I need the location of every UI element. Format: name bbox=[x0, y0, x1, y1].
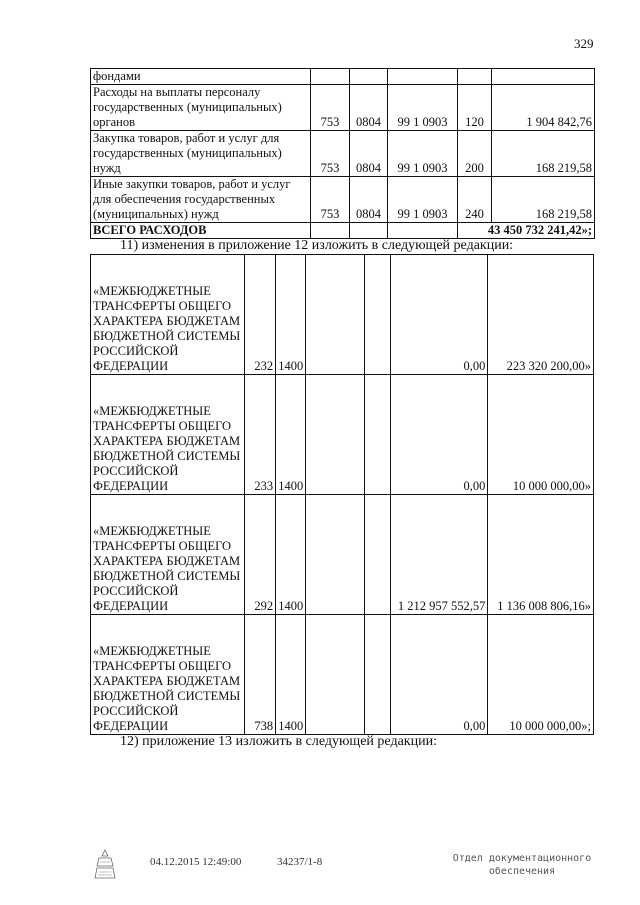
table-row bbox=[91, 375, 594, 495]
ved-code-cell: 753 bbox=[311, 131, 350, 177]
ved-code-cell: 753 bbox=[311, 177, 350, 223]
empty-cell bbox=[306, 375, 364, 495]
expense-type-cell: 200 bbox=[458, 131, 492, 177]
ved-code-cell: 232 bbox=[244, 255, 275, 375]
table-row bbox=[91, 177, 595, 223]
change-amount-cell: 1 212 957 552,57 bbox=[390, 495, 488, 615]
amount-cell: 10 000 000,00»; bbox=[488, 615, 594, 735]
transfer-name-cell: «МЕЖБЮДЖЕТНЫЕ ТРАНСФЕРТЫ ОБЩЕГО ХАРАКТЕРА БЮДЖЕТАМ БЮДЖЕТНОЙ СИСТЕМЫ РОССИЙСКОЙ ФЕДЕРАЦИИ bbox=[91, 495, 245, 615]
expense-type-cell: 240 bbox=[458, 177, 492, 223]
empty-cell bbox=[364, 255, 390, 375]
transfers-table bbox=[90, 254, 594, 735]
expense-name-cell: Расходы на выплаты персоналу государственных (муниципальных) органов bbox=[91, 85, 311, 131]
transfers-table-body bbox=[91, 255, 594, 735]
table-row bbox=[91, 85, 595, 131]
ved-code-cell: 233 bbox=[244, 375, 275, 495]
emblem-icon bbox=[94, 848, 116, 882]
total-amount: 43 450 732 241,42»; bbox=[458, 223, 595, 239]
amount-cell: 168 219,58 bbox=[492, 131, 595, 177]
transfer-name-cell: «МЕЖБЮДЖЕТНЫЕ ТРАНСФЕРТЫ ОБЩЕГО ХАРАКТЕРА БЮДЖЕТАМ БЮДЖЕТНОЙ СИСТЕМЫ РОССИЙСКОЙ ФЕДЕРАЦИИ bbox=[91, 615, 245, 735]
expenses-table-body bbox=[91, 69, 595, 239]
empty-cell bbox=[306, 495, 364, 615]
change-amount-cell: 0,00 bbox=[390, 375, 488, 495]
section-code-cell: 1400 bbox=[276, 375, 306, 495]
section-code-cell: 0804 bbox=[350, 131, 388, 177]
change-amount-cell: 0,00 bbox=[390, 255, 488, 375]
section-code-cell bbox=[350, 69, 388, 85]
section-code-cell: 0804 bbox=[350, 177, 388, 223]
amount-cell bbox=[492, 69, 595, 85]
amount-cell: 10 000 000,00» bbox=[488, 375, 594, 495]
transfer-name-cell: «МЕЖБЮДЖЕТНЫЕ ТРАНСФЕРТЫ ОБЩЕГО ХАРАКТЕРА БЮДЖЕТАМ БЮДЖЕТНОЙ СИСТЕМЫ РОССИЙСКОЙ ФЕДЕРАЦИИ bbox=[91, 255, 245, 375]
expense-name-cell: Иные закупки товаров, работ и услуг для обеспечения государственных (муниципальных) нужд bbox=[91, 177, 311, 223]
expense-type-cell bbox=[458, 69, 492, 85]
table-row bbox=[91, 495, 594, 615]
expense-type-cell: 120 bbox=[458, 85, 492, 131]
footer-doc-id: 34237/1-8 bbox=[277, 856, 323, 868]
total-row bbox=[91, 223, 595, 239]
table-row bbox=[91, 131, 595, 177]
empty-cell bbox=[306, 615, 364, 735]
table-row bbox=[91, 615, 594, 735]
empty-cell bbox=[306, 255, 364, 375]
ved-code-cell bbox=[311, 69, 350, 85]
footer-department: Отдел документационного обеспечения bbox=[452, 853, 592, 877]
ved-code-cell: 292 bbox=[244, 495, 275, 615]
empty-cell bbox=[364, 375, 390, 495]
target-code-cell: 99 1 0903 bbox=[388, 131, 458, 177]
amount-cell: 1 136 008 806,16» bbox=[488, 495, 594, 615]
empty-cell bbox=[388, 223, 458, 239]
section-code-cell: 1400 bbox=[276, 495, 306, 615]
change-amount-cell: 0,00 bbox=[390, 615, 488, 735]
target-code-cell: 99 1 0903 bbox=[388, 85, 458, 131]
expenses-table bbox=[90, 68, 595, 239]
section-code-cell: 1400 bbox=[276, 615, 306, 735]
expense-name-cell: фондами bbox=[91, 69, 311, 85]
empty-cell bbox=[364, 615, 390, 735]
ved-code-cell: 753 bbox=[311, 85, 350, 131]
empty-cell bbox=[364, 495, 390, 615]
ved-code-cell: 738 bbox=[244, 615, 275, 735]
section-code-cell: 1400 bbox=[276, 255, 306, 375]
footer-date: 04.12.2015 12:49:00 bbox=[150, 856, 242, 868]
section-code-cell: 0804 bbox=[350, 85, 388, 131]
table-row bbox=[91, 255, 594, 375]
amount-cell: 168 219,58 bbox=[492, 177, 595, 223]
transfer-name-cell: «МЕЖБЮДЖЕТНЫЕ ТРАНСФЕРТЫ ОБЩЕГО ХАРАКТЕРА БЮДЖЕТАМ БЮДЖЕТНОЙ СИСТЕМЫ РОССИЙСКОЙ ФЕДЕРАЦИИ bbox=[91, 375, 245, 495]
paragraph-12: 12) приложение 13 изложить в следующей редакции: bbox=[120, 734, 437, 749]
paragraph-11: 11) изменения в приложение 12 изложить в следующей редакции: bbox=[120, 238, 514, 253]
page-number: 329 bbox=[574, 36, 594, 51]
target-code-cell bbox=[388, 69, 458, 85]
total-label: ВСЕГО РАСХОДОВ bbox=[91, 223, 311, 239]
target-code-cell: 99 1 0903 bbox=[388, 177, 458, 223]
amount-cell: 1 904 842,76 bbox=[492, 85, 595, 131]
expense-name-cell: Закупка товаров, работ и услуг для государственных (муниципальных) нужд bbox=[91, 131, 311, 177]
amount-cell: 223 320 200,00» bbox=[488, 255, 594, 375]
table-row bbox=[91, 69, 595, 85]
empty-cell bbox=[350, 223, 388, 239]
empty-cell bbox=[311, 223, 350, 239]
